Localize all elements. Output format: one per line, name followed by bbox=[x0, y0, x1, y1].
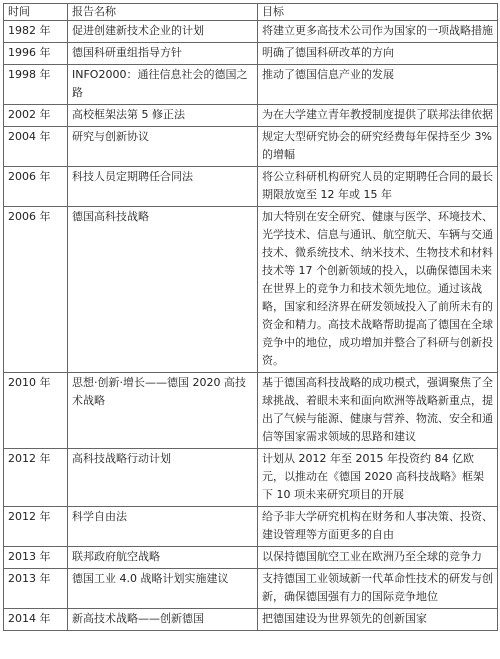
cell-year: 2012 年 bbox=[4, 449, 68, 507]
cell-report-name: 联邦政府航空战略 bbox=[68, 547, 258, 569]
cell-goal: 推动了德国信息产业的发展 bbox=[258, 65, 498, 105]
table-row bbox=[4, 21, 498, 43]
policy-table bbox=[3, 3, 498, 631]
cell-report-name: 德国高科技战略 bbox=[68, 207, 258, 373]
cell-year: 2012 年 bbox=[4, 507, 68, 547]
cell-year: 2014 年 bbox=[4, 609, 68, 631]
cell-year: 2013 年 bbox=[4, 569, 68, 609]
table-row bbox=[4, 127, 498, 167]
cell-goal: 为在大学建立青年教授制度提供了联邦法律依据 bbox=[258, 105, 498, 127]
cell-goal: 给予非大学研究机构在财务和人事决策、投资、建设管理等方面更多的自由 bbox=[258, 507, 498, 547]
cell-year: 2002 年 bbox=[4, 105, 68, 127]
table-row bbox=[4, 167, 498, 207]
cell-goal: 规定大型研究协会的研究经费每年保持至少 3%的增幅 bbox=[258, 127, 498, 167]
cell-report-name: 科技人员定期聘任合同法 bbox=[68, 167, 258, 207]
cell-goal: 基于德国高科技战略的成功模式，强调聚焦了全球挑战、着眼未来和面向欧洲等战略新重点，提出了气候与能源、健康与营养、物流、安全和通信等国家需求领域的思路和建议 bbox=[258, 373, 498, 449]
table-row bbox=[4, 373, 498, 449]
cell-year: 1982 年 bbox=[4, 21, 68, 43]
cell-report-name: 研究与创新协议 bbox=[68, 127, 258, 167]
table-row bbox=[4, 207, 498, 373]
cell-year: 2006 年 bbox=[4, 167, 68, 207]
cell-year: 2004 年 bbox=[4, 127, 68, 167]
table-row bbox=[4, 569, 498, 609]
cell-goal: 计划从 2012 年至 2015 年投资约 84 亿欧元，以推动在《德国 2020 高科技战略》框架下 10 项未来研究项目的开展 bbox=[258, 449, 498, 507]
cell-report-name: INFO2000：通往信息社会的德国之路 bbox=[68, 65, 258, 105]
cell-report-name: 德国科研重组指导方针 bbox=[68, 43, 258, 65]
table-row bbox=[4, 449, 498, 507]
table-row bbox=[4, 105, 498, 127]
cell-report-name: 高校框架法第 5 修正法 bbox=[68, 105, 258, 127]
cell-goal: 明确了德国科研改革的方向 bbox=[258, 43, 498, 65]
cell-year: 2006 年 bbox=[4, 207, 68, 373]
cell-report-name: 高科技战略行动计划 bbox=[68, 449, 258, 507]
cell-year: 1998 年 bbox=[4, 65, 68, 105]
cell-goal: 加大特别在安全研究、健康与医学、环境技术、光学技术、信息与通讯、航空航天、车辆与交通技术、微系统技术、纳米技术、生物技术和材料技术等 17 个创新领域的投入，以确保德国未来在世界上的竞争力和技术领先地位。通过该战略，国家和经济界在研发领域投入了前所未有的资金和精力。高技术战略帮助提高了德国在全球竞争中的地位，成功增加并整合了科研与创新投资。 bbox=[258, 207, 498, 373]
cell-year: 2013 年 bbox=[4, 547, 68, 569]
table-row bbox=[4, 547, 498, 569]
header-goal: 目标 bbox=[258, 4, 498, 21]
header-row bbox=[4, 4, 498, 21]
cell-goal: 把德国建设为世界领先的创新国家 bbox=[258, 609, 498, 631]
cell-report-name: 促进创建新技术企业的计划 bbox=[68, 21, 258, 43]
cell-year: 1996 年 bbox=[4, 43, 68, 65]
cell-goal: 以保持德国航空工业在欧洲乃至全球的竞争力 bbox=[258, 547, 498, 569]
cell-year: 2010 年 bbox=[4, 373, 68, 449]
header-report-name: 报告名称 bbox=[68, 4, 258, 21]
cell-goal: 将公立科研机构研究人员的定期聘任合同的最长期限放宽至 12 年或 15 年 bbox=[258, 167, 498, 207]
cell-goal: 将建立更多高技术公司作为国家的一项战略措施 bbox=[258, 21, 498, 43]
cell-goal: 支持德国工业领域新一代革命性技术的研发与创新，确保德国强有力的国际竞争地位 bbox=[258, 569, 498, 609]
table-row bbox=[4, 65, 498, 105]
table-row bbox=[4, 43, 498, 65]
cell-report-name: 德国工业 4.0 战略计划实施建议 bbox=[68, 569, 258, 609]
table-row bbox=[4, 609, 498, 631]
table-header bbox=[4, 4, 498, 21]
cell-report-name: 思想·创新·增长——德国 2020 高技术战略 bbox=[68, 373, 258, 449]
table-row bbox=[4, 507, 498, 547]
header-year: 时间 bbox=[4, 4, 68, 21]
table-body bbox=[4, 21, 498, 631]
cell-report-name: 新高技术战略——创新德国 bbox=[68, 609, 258, 631]
cell-report-name: 科学自由法 bbox=[68, 507, 258, 547]
